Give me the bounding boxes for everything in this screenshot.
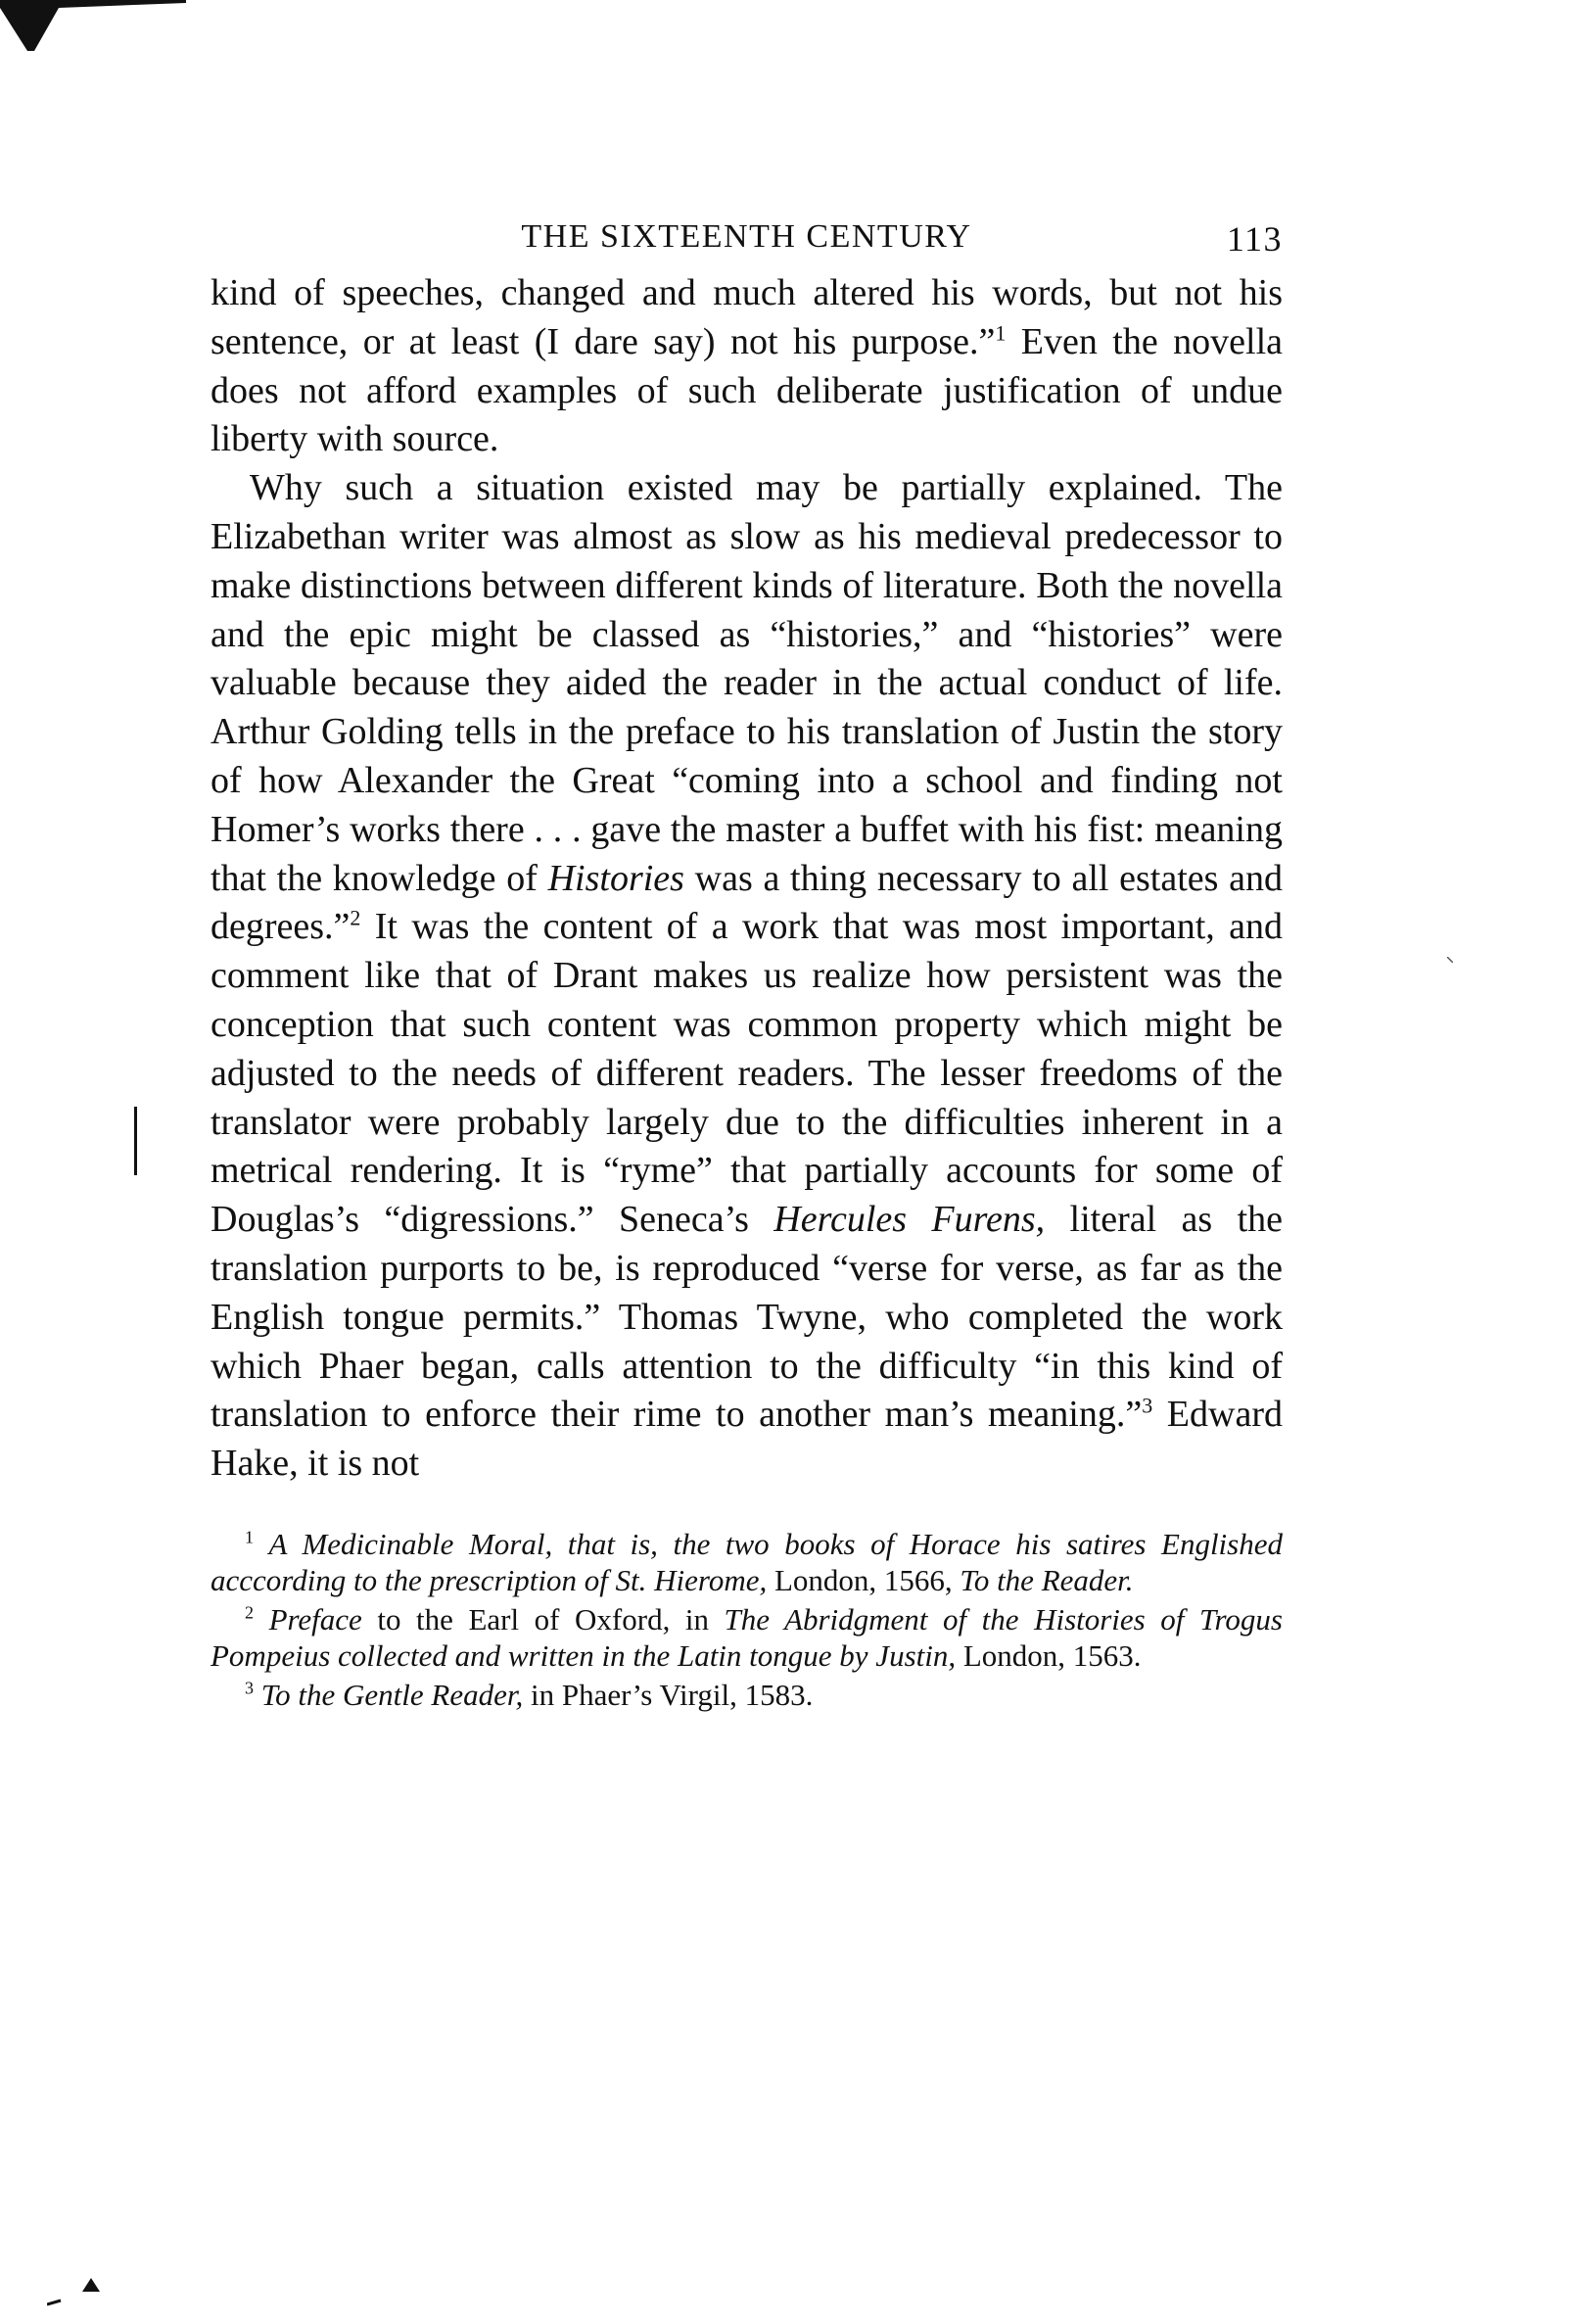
- page-number: 113: [1226, 219, 1283, 259]
- margin-bar-mark: [134, 1107, 137, 1175]
- paragraph-2-text-e: Edward Hake, it is not: [211, 1394, 1283, 1485]
- footnote-2-text-a: to the Earl of Oxford, in: [361, 1601, 725, 1636]
- paragraph-2: [211, 464, 1283, 1489]
- footnote-3-italic: To the Gentle Reader,: [260, 1677, 524, 1712]
- footnote-2: [211, 1601, 1283, 1674]
- footnote-ref-3: 3: [1142, 1393, 1153, 1418]
- running-title: THE SIXTEENTH CENTURY: [521, 218, 972, 255]
- paragraph-2-text-b: was a thing necessary to all estates and degrees.”: [211, 857, 1284, 948]
- footnote-2-italic-a: Preface: [268, 1601, 362, 1636]
- footnote-1: [211, 1526, 1283, 1598]
- footnote-1-italic-a: A Medicinable Moral, that is, the two books of Horace his satires Englished acccording to the prescription of St. Hierome,: [211, 1526, 1283, 1597]
- italic-histories: Histories: [547, 857, 684, 899]
- footnote-3: [211, 1677, 1283, 1713]
- italic-hercules-furens: Hercules Furens,: [773, 1199, 1046, 1241]
- corner-arrow-mark: [0, 0, 186, 51]
- paragraph-1-text-a: kind of speeches, changed and much altered his words, but not his sentence, or at least (I dare say) not his purpose.”: [211, 272, 1283, 362]
- running-head: [211, 211, 1283, 269]
- footnote-3-mark: 3: [245, 1678, 254, 1698]
- paragraph-1-text-b: Even the novella does not afford examples of such deliberate justification of undue liberty with source.: [211, 320, 1283, 460]
- book-page: [211, 211, 1283, 1716]
- footnote-1-italic-b: To the Reader.: [960, 1562, 1134, 1597]
- paragraph-1: [211, 269, 1283, 464]
- footnote-2-italic-b: The Abridgment of the Histories of Trogus Pompeius collected and written in the Latin tongue by Justin,: [211, 1601, 1283, 1673]
- footnote-2-text-b: London, 1563.: [956, 1637, 1142, 1673]
- body-text: [211, 269, 1283, 1489]
- footnote-1-text: London, 1566,: [767, 1562, 960, 1597]
- paragraph-2-text-a: Why such a situation existed may be partially explained. The Elizabethan writer was almost as slow as his medieval predecessor to make distinctions between different kinds of literature. Both the novella and the epic might be classed as “histories,” and “histories” were valuable because they aided the reader in the actual conduct of life. Arthur Golding tells in the preface to his translation of Justin the story of how Alexander the Great “coming into a school and finding not Homer’s works there . . . gave the master a buffet with his fist: meaning that the knowledge of: [211, 467, 1283, 899]
- corner-triangle-mark: [47, 2270, 116, 2309]
- footnote-ref-1: 1: [995, 320, 1007, 346]
- footnotes: [211, 1526, 1283, 1713]
- footnote-3-text: in Phaer’s Virgil, 1583.: [523, 1677, 814, 1712]
- footnote-2-mark: 2: [245, 1602, 254, 1623]
- paragraph-2-text-d: literal as the translation purports to be, is reproduced “verse for verse, as far as the English tongue permits.” Thomas Twyne, who completed the work which Phaer began, calls attention to the difficulty “in this kind of translation to enforce their rime to another man’s meaning.”: [211, 1199, 1283, 1436]
- footnote-ref-2: 2: [350, 905, 361, 930]
- footnote-1-mark: 1: [245, 1527, 254, 1547]
- stray-ink-mark: [1447, 957, 1453, 963]
- paragraph-2-text-c: It was the content of a work that was most important, and comment like that of Drant makes us realize how persistent was the conception that such content was common property which might be adjusted to the needs of different readers. The lesser freedoms of the translator were probably largely due to the difficulties inherent in a metrical rendering. It is “ryme” that partially accounts for some of Douglas’s “digressions.” Seneca’s: [211, 906, 1283, 1241]
